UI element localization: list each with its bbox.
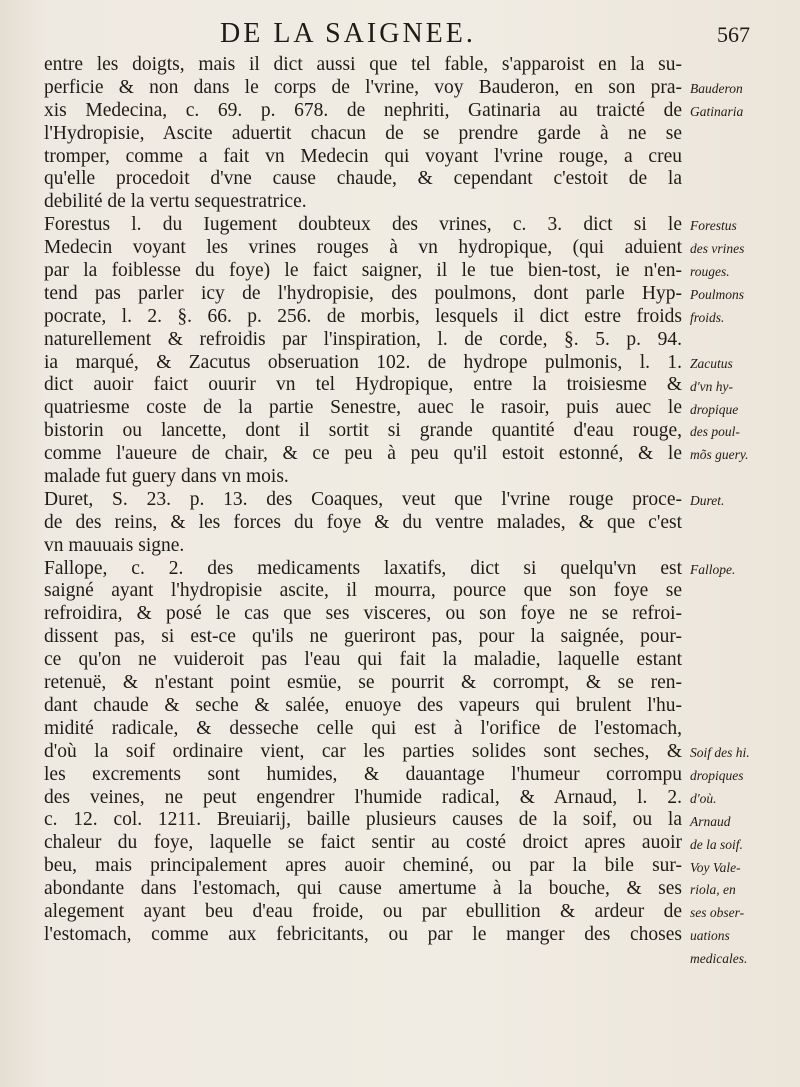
text-line: dissent pas, si est-ce qu'ils ne gueriront pas, pour la saignée, pour- [44, 626, 682, 648]
margin-note: des poul- [690, 424, 740, 440]
margin-note: Duret. [690, 493, 725, 509]
page-title: DE LA SAIGNEE. [220, 18, 476, 49]
text-line: bistorin ou lancette, dont il sortit si grande quantité d'eau rouge, [44, 420, 682, 442]
text-line: refroidira, & posé le cas que ses visceres, ou son foye ne se refroi- [44, 603, 682, 625]
margin-note: Arnaud [690, 813, 731, 829]
text-line: l'Hydropisie, Ascite aduertit chacun de se prendre garde à ne se [44, 122, 682, 144]
text-line: alegement ayant beu d'eau froide, ou par ebullition & ardeur de [44, 900, 682, 922]
margin-note: mõs guery. [690, 447, 749, 463]
text-line: qu'elle procedoit d'vne cause chaude, & cependant c'estoit de la [44, 168, 682, 190]
text-line: saigné ayant l'hydropisie ascite, il mourra, pource que son foye se [44, 580, 682, 602]
margin-note: riola, en [690, 882, 736, 898]
margin-note: rouges. [690, 264, 730, 280]
margin-note: medicales. [690, 951, 748, 967]
margin-note: d'vn hy- [690, 378, 733, 394]
text-line: Forestus l. du Iugement doubteux des vrines, c. 3. dict si le [44, 214, 682, 236]
text-line: des veines, ne peut engendrer l'humide radical, & Arnaud, l. 2. [44, 786, 682, 808]
margin-note: Forestus [690, 218, 737, 234]
margin-note: de la soif. [690, 836, 743, 852]
margin-note: Bauderon [690, 80, 743, 96]
margin-note: Gatinaria [690, 103, 744, 119]
text-line: ce qu'on ne vuideroit pas l'eau qui fait la maladie, laquelle estant [44, 649, 682, 671]
page-number: 567 [717, 22, 750, 47]
margin-note: Zacutus [690, 355, 733, 371]
text-line: dict auoir faict ouurir vn tel Hydropique, entre la troisiesme & [44, 374, 682, 396]
margin-note: Fallope. [690, 561, 736, 577]
margin-note: uations [690, 928, 730, 944]
text-line: naturellement & refroidis par l'inspiration, l. de corde, §. 5. p. 94. [44, 328, 682, 350]
margin-note: des vrines [690, 241, 745, 257]
text-line: c. 12. col. 1211. Breuiarij, baille plusieurs causes de la soif, ou la [44, 809, 682, 831]
running-head [60, 18, 750, 52]
margin-note: ses obser- [690, 905, 745, 921]
text-line: tromper, comme a fait vn Medecin qui voyant l'vrine rouge, a creu [44, 145, 682, 167]
text-line: Duret, S. 23. p. 13. des Coaques, veut que l'vrine rouge proce- [44, 488, 682, 510]
margin-note: Voy Vale- [690, 859, 741, 875]
text-line: Medecin voyant les vrines rouges à vn hydropique, (qui aduient [44, 237, 682, 259]
text-line: dant chaude & seche & salée, enuoye des vapeurs qui brulent l'hu- [44, 694, 682, 716]
text-line: pocrate, l. 2. §. 66. p. 256. de morbis, lesquels il dict estre froids [44, 305, 682, 327]
text-line: abondante dans l'estomach, qui cause amertume à la bouche, & ses [44, 878, 682, 900]
text-line: Fallope, c. 2. des medicaments laxatifs, dict si quelqu'vn est [44, 557, 682, 579]
text-line: l'estomach, comme aux febricitants, ou par le manger des choses [44, 923, 682, 945]
text-line: chaleur du foye, laquelle se faict sentir au costé droict apres auoir [44, 832, 682, 854]
text-line: midité radicale, & desseche celle qui est à l'orifice de l'estomach, [44, 717, 682, 739]
margin-note: dropique [690, 401, 739, 417]
text-line: de des reins, & les forces du foye & du ventre malades, & que c'est [44, 511, 682, 533]
text-line: d'où la soif ordinaire vient, car les parties solides sont seches, & [44, 740, 682, 762]
margin-note: Soif des hi. [690, 745, 750, 760]
text-line: par la foiblesse du foye) le faict saigner, il le tue bien-tost, ie n'en- [44, 260, 682, 282]
margin-note: d'où. [690, 790, 717, 806]
margin-note: froids. [690, 309, 725, 325]
margin-note: Poulmons [690, 287, 744, 302]
text-line: ia marqué, & Zacutus obseruation 102. de hydrope pulmonis, l. 1. [44, 351, 682, 373]
text-line: comme l'aueure de chair, & ce peu à peu qu'il estoit estonné, & le [44, 443, 682, 465]
text-line: xis Medecina, c. 69. p. 678. de nephriti, Gatinaria au traicté de [44, 99, 682, 121]
text-line: debilité de la vertu sequestratrice. [44, 191, 307, 213]
text-line: quatriesme coste de la partie Senestre, auec le rasoir, puis auec le [44, 397, 682, 419]
text-line: retenuë, & n'estant point esmüe, se pourrit & corrompt, & se ren- [44, 672, 682, 694]
text-line: vn mauuais signe. [44, 534, 185, 556]
text-line: beu, mais principalement apres auoir cheminé, ou par la bile sur- [44, 855, 682, 877]
text-line: malade fut guery dans vn mois. [44, 466, 289, 488]
text-line: les excrements sont humides, & dauantage l'humeur corrompu [44, 763, 682, 785]
text-line: perficie & non dans le corps de l'vrine, voy Bauderon, en son pra- [44, 76, 682, 98]
main-text-column [44, 54, 682, 947]
text-line: tend pas parler icy de l'hydropisie, des poulmons, dont parle Hyp- [44, 282, 682, 304]
margin-note: dropiques [690, 767, 744, 783]
text-line: entre les doigts, mais il dict aussi que tel fable, s'apparoist en la su- [44, 54, 682, 75]
